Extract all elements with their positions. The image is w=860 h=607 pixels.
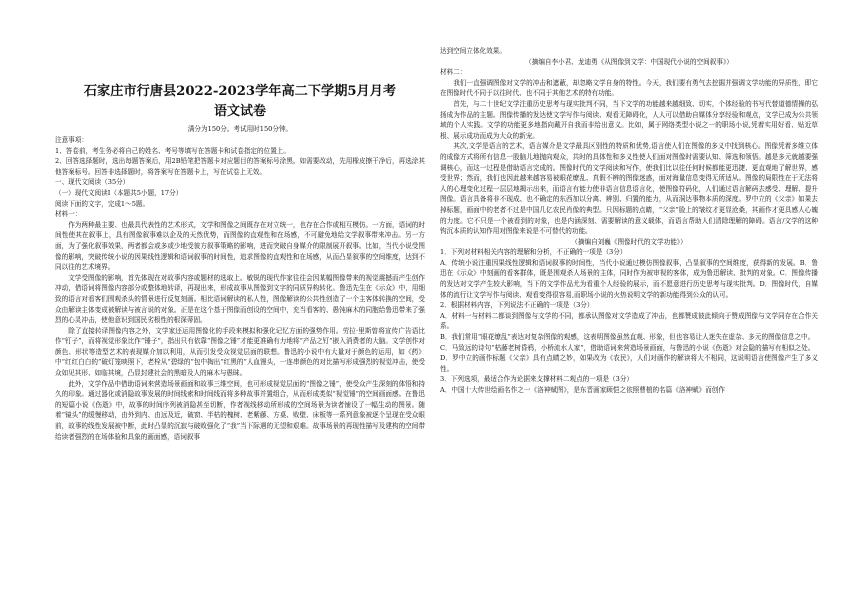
- question-options: A．传统小说注重因果线性逻辑和语词叙事的时间性，当代小说通过模仿图像叙事，凸显叙事的空间维度，获得新的发展。B．鲁迅在《示众》中刻画的看客群体，既是围观杀人场景的主体，同时作为被审视的客体，成为鲁迅解读、批判的对象。C．图像传播的发达对文学产生较大影响，当下的文学作品尤为看重个人经验的展示，而不愿意进行历史思考与现实批判。D．图像时代，自媒体的流行让文学写作与阅读、观看变得很容易,而职场小说的火热说明文学的新功能得到公众的认可。: [440, 258, 818, 299]
- question-option: C．马致远的诗句“枯藤老树昏鸦，小桥流水人家”，借助语词来营造场景画面，与鲁迅的小说《伤逝》对会隐的描写有相似之处。: [440, 343, 815, 352]
- note-1: 1、答卷前，考生务必将自己的姓名、考号等填写在答题卡和试卷指定的位置上。: [55, 146, 290, 155]
- material-two-label: 材料二：: [440, 68, 467, 77]
- right-column: [440, 0, 818, 607]
- reading-instruction: 阅读下面的文字，完成1～5题。: [55, 199, 150, 208]
- question: 1．下列对材料相关内容的理解和分析，不正确的一项是（3分）: [440, 248, 627, 257]
- exam-title: 石家庄市行唐县2022-2023学年高二下学期5月月考: [83, 84, 397, 99]
- paragraph: 首先，与二十世纪文学注重历史思考与现实批判不同，当下文学的功能越来越细致、切实，个体经验的书写代替道德情操的弘扬成为作品的主题。图像传播的发达使文学写作与阅读、观看无障碍化，人人可以借助自媒体分享经验和观点，文学已成为公共领域的个人实践。文学的功能更多地指向戴开自我而非给出意义。比如，属于网络类型小说之一的职场小说,凭着实用好看、贴近草根、展示成功而成为大众的新宠。: [440, 99, 818, 140]
- note-2: 2、回答选择题时，选出每题答案后，用2B铅笔把答题卡对应题目的答案标号涂黑。如需要改动，先用橡皮擦干净后，再选涂其他答案标号。回答非选择题时，将答案写在答题卡上，写在试卷上无效。: [55, 157, 425, 176]
- paragraph: 文学受图像的影响，首先体现在对故事内容或题材的选取上。敏锐的现代作家往往会因某幅图像带来的视觉震撼而产生创作冲动，借语词将图像内容部分或整体地转译，再现出来，形成故事从图像到文字的同质异构转化。鲁迅先生在《示众》中，用细致的语言对看客们围观杀头的情景进行反复刻画。相比语词解读的私人性，图像解读的公共性创造了一个主客体转换的空间，受众由解读主体变成被解读与被言说的对象。正是在这个基于图像而创设的空间中，充当看客的、愚钝麻木的同胞给鲁迅带来了强烈的心灵冲击，使他意识到国民劣根性的根深蒂固。: [55, 273, 425, 325]
- question: 3．下列选项，最适合作为论据来支撑材料二观点的一项是（3分）: [440, 375, 634, 384]
- question-option: D．罗中立的画作标题《父亲》具有点睛之妙，如果改为《农民》，人们对画作的解读将大不相同，这说明语言使图像产生了多义性。: [440, 354, 818, 373]
- section-heading: 一、现代文阅读（35分）: [55, 178, 130, 187]
- paragraph: 我们一直强调图像对文学的冲击和遮蔽，却忽略文学自身的特性。今天，我们要有勇气去挖掘并强调文学功能的异质性，即它在图像时代不同于以往时代、也不同于其他艺术的特有功能。: [440, 78, 818, 98]
- question-option: A．材料一与材料二都谈到图像与文学的不同，都承认图像对文学造成了冲击，也都赞成彼此倾向于赞成图像与文学同存在合作关系。: [440, 311, 818, 331]
- exam-meta: 满分为150分。考试用时150分钟。: [187, 125, 293, 133]
- paragraph: 作为两种最主要、也最具代表性的艺术形式，文学和图像之间既存在对立统一，也存在合作或相互模仿。一方面，语词的时间性使其在叙事上，具有图像叙事难以企及的天然优势，而图像的直观性和在场感，不可避免地给文学叙事带来冲击。另一方面，为了强化叙事效果，两者都会或多或少地受彼方叙事策略的影响，进而突破自身媒介的限制展开叙事。比如，当代小说受图像的影响，突破传统小说的因果线性逻辑和语词叙事的时间性，追求图像的直观性和在场感，从而凸显叙事的空间维度，达到不同以往的艺术境界。: [55, 220, 425, 272]
- question-option: B．我们常用“眼花缭乱”表达对复杂图像的观感，这表明图像虽然直观、形象，但也容易让人迷失在虚杂、多元的图像信息之中。: [440, 333, 815, 342]
- exam-subtitle: 语文试卷: [213, 104, 266, 119]
- source-citation: （摘编自李小君、龙迪勇《从图像到文学：中国现代小说的空间叙事》）: [525, 57, 733, 66]
- paragraph: 此外，文学作品中借助语词来营造场景画面和故事三维空间，也可形成视觉层面的“图像之锤”，使受众产生深刻的体悟和持久的印象。通过器化或消隐故事发展的时间线索和时间线而将多种故事并置组合，从而形成类似“视觉锤”的空间画面感。在鲁迅的短篇小说《伤逝》中，故事的时间序列被消隐甚至切断，作者视线移动所形成的空间场景为读者铺设了一幅生动的图景。随着“镜头”的缓慢移动，由外到内、由远及近，破窗、半枯的槐树、老紫藤、方桌、败壁、床板等一系列意象被逐个呈现在受众眼前，故事的线性发展被中断，此时凸显的沉寂与破败强化了“我”当下际遇的无望和艰难。故事场景的再现性描写及建构的空间带给读者强烈的在场体验和具象的画面感，语词叙事: [55, 379, 425, 441]
- question-option: A．中国十大传世绘画名作之一《洛神赋图》，是东晋画家顾恺之依照曹植的名篇《洛神赋》而创作: [440, 386, 725, 394]
- question: 2．根据材料内容，下列说法不正确的一项是（3分）: [440, 301, 594, 310]
- material-one-label: 材料一：: [55, 210, 82, 219]
- subsection-heading: （一）现代文阅读Ⅰ（本题共5小题，17分）: [55, 188, 183, 197]
- left-column: [55, 0, 425, 607]
- source-citation: （摘编自刘巍《图像时代的文学功能》）: [571, 237, 687, 246]
- paragraph: 除了直接转译图像内容之外，文学家还运用图像化的手段来模拟和强化记忆方面的强势作用。劳拉·里斯曾将宣传广告语比作“钉子”，而将视觉形象比作“锤子”，指出只有依靠“图像之锤”才能更准确有力地将“产品之钉”嵌入消费者的大脑。文学创作对颜色、形状等造型艺术的表现媒介加以利用，从而引发受众视觉层面的联想。鲁迅的小说中有大量对于颜色的运用，如《药》中“红红白白的”破灯笼映照下，老栓从“碧绿的”包中掏出“红黑的”人血馒头，一连串颜色的对比描写形成强烈的视觉冲击，使受众如见其形、如临其境，凸显封建社会的黑暗及人的麻木与愚昧。: [55, 326, 425, 378]
- notes-heading: 注意事项：: [55, 136, 88, 144]
- continued-line: 达到空间立体化效果。: [440, 47, 506, 55]
- paragraph: 其次,文学是语言的艺术，语言媒介是文学最具区别性的特质和优势,语言使人们在图像的多义中找到核心。图像凭着多维立体的成像方式将所有信息一股脑儿地抛向观众，共时的具体性和多义性使人们面对图像时需要认知、筛选和领悟。越是多元就越要强调核心，而这一过程是借助语言完成的。图像时代的文学阅读和写作，使我们比以往任何时候都能更迅捷、更直观地了解世界，感受世界；然而，我们也因此越来越容易被眼花缭乱、真假不辨的图像迷惑，面对海量信息变得无所适从。图像的局限性在于无法将人的心理变化过程一层层地揭示出来，而语言有能力使非语言信息语言化，使图像符码化，人们通过语言解码去感受、理解、提升图像。语言具备将非不现成、也不确定的东西加以分离、辨别、归置的能力，从而洞达事物本质的深度。罗中立的《父亲》如果去掉标题，画面中的老者不过是中国几亿农民肖像的典型。只因标题的点睛，“父亲”脸上的皱纹才更显沧桑，其画作才更具感人心魄的力度。它不只是一个被看到的对象，也是内涵深刻、需要解读的意义载体，而语言帮助人们清除理解的障碍。语言/文学的这种钩沉本质的认知作用对图像来说是不可替代的功能。: [440, 142, 818, 236]
